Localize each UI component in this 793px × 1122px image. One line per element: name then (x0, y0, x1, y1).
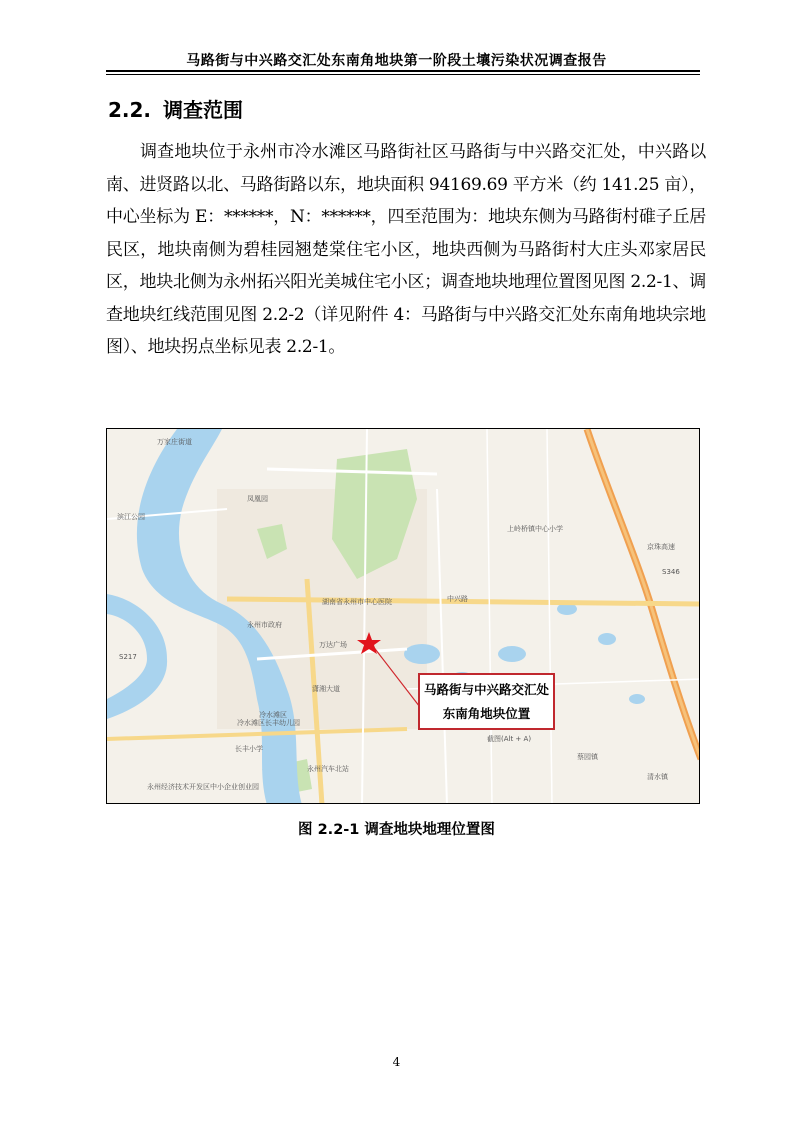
body-paragraph: 调查地块位于永州市冷水滩区马路街社区马路街与中兴路交汇处，中兴路以南、进贤路以北、马路街路以东，地块面积 94169.69 平方米（约 141.25 亩），中心坐标为 E：******，N：******，四至范围为：地块东侧为马路街村碓子丘居民区，地块南侧为碧桂园翘楚棠住宅小区，地块西侧为马路街村大庄头邓家居民区，地块北侧为永州拓兴阳光美城住宅小区；调查地块地理位置图见图 2.2-1、调查地块红线范围见图 2.2-2（详见附件 4：马路街与中兴路交汇处东南角地块宗地图）、地块拐点坐标见表 2.2-1。 (106, 142, 706, 357)
section-heading (108, 94, 243, 123)
map-label: 截图(Alt + A) (487, 735, 532, 743)
map-label: 永州经济技术开发区中小企业创业园 (147, 783, 259, 791)
report-header-title: 马路街与中兴路交汇处东南角地块第一阶段土壤污染状况调查报告 (186, 53, 607, 69)
map-label: 清水镇 (647, 773, 668, 781)
callout-line-1: 马路街与中兴路交汇处 (423, 682, 549, 697)
map-label: 永州市政府 (247, 621, 282, 629)
map-label: 滨江公园 (117, 513, 145, 521)
site-location-callout (418, 673, 555, 730)
callout-line-2: 东南角地块位置 (442, 706, 531, 721)
map-label: 潇湘大道 (312, 685, 340, 693)
map-canvas (107, 429, 700, 804)
map-label: 蔡园镇 (577, 753, 598, 761)
figure-caption: 图 2.2-1 调查地块地理位置图 (298, 822, 495, 838)
map-label: 冷水滩区 (259, 711, 287, 719)
map-label: 京珠高速 (647, 543, 675, 551)
section-number: 2.2. (108, 98, 152, 122)
map-label: 万达广场 (319, 641, 347, 649)
map-label: 中兴路 (447, 595, 468, 603)
page-number: 4 (392, 1055, 401, 1069)
header-rule (106, 70, 700, 72)
location-map (106, 428, 700, 804)
map-label: 长丰小学 (235, 745, 263, 753)
map-label: S217 (119, 653, 137, 661)
map-label: 万家庄街道 (157, 438, 192, 446)
map-label: 永州汽车北站 (307, 765, 349, 773)
map-label: 凤凰园 (247, 495, 268, 503)
map-label: 上岭桥镇中心小学 (507, 525, 563, 533)
map-label: 冷水滩区长丰幼儿园 (237, 719, 300, 727)
section-title: 调查范围 (163, 98, 244, 122)
header-rule-thin (106, 74, 700, 75)
map-label: 湖南省永州市中心医院 (322, 598, 392, 606)
map-label: S346 (662, 568, 680, 576)
